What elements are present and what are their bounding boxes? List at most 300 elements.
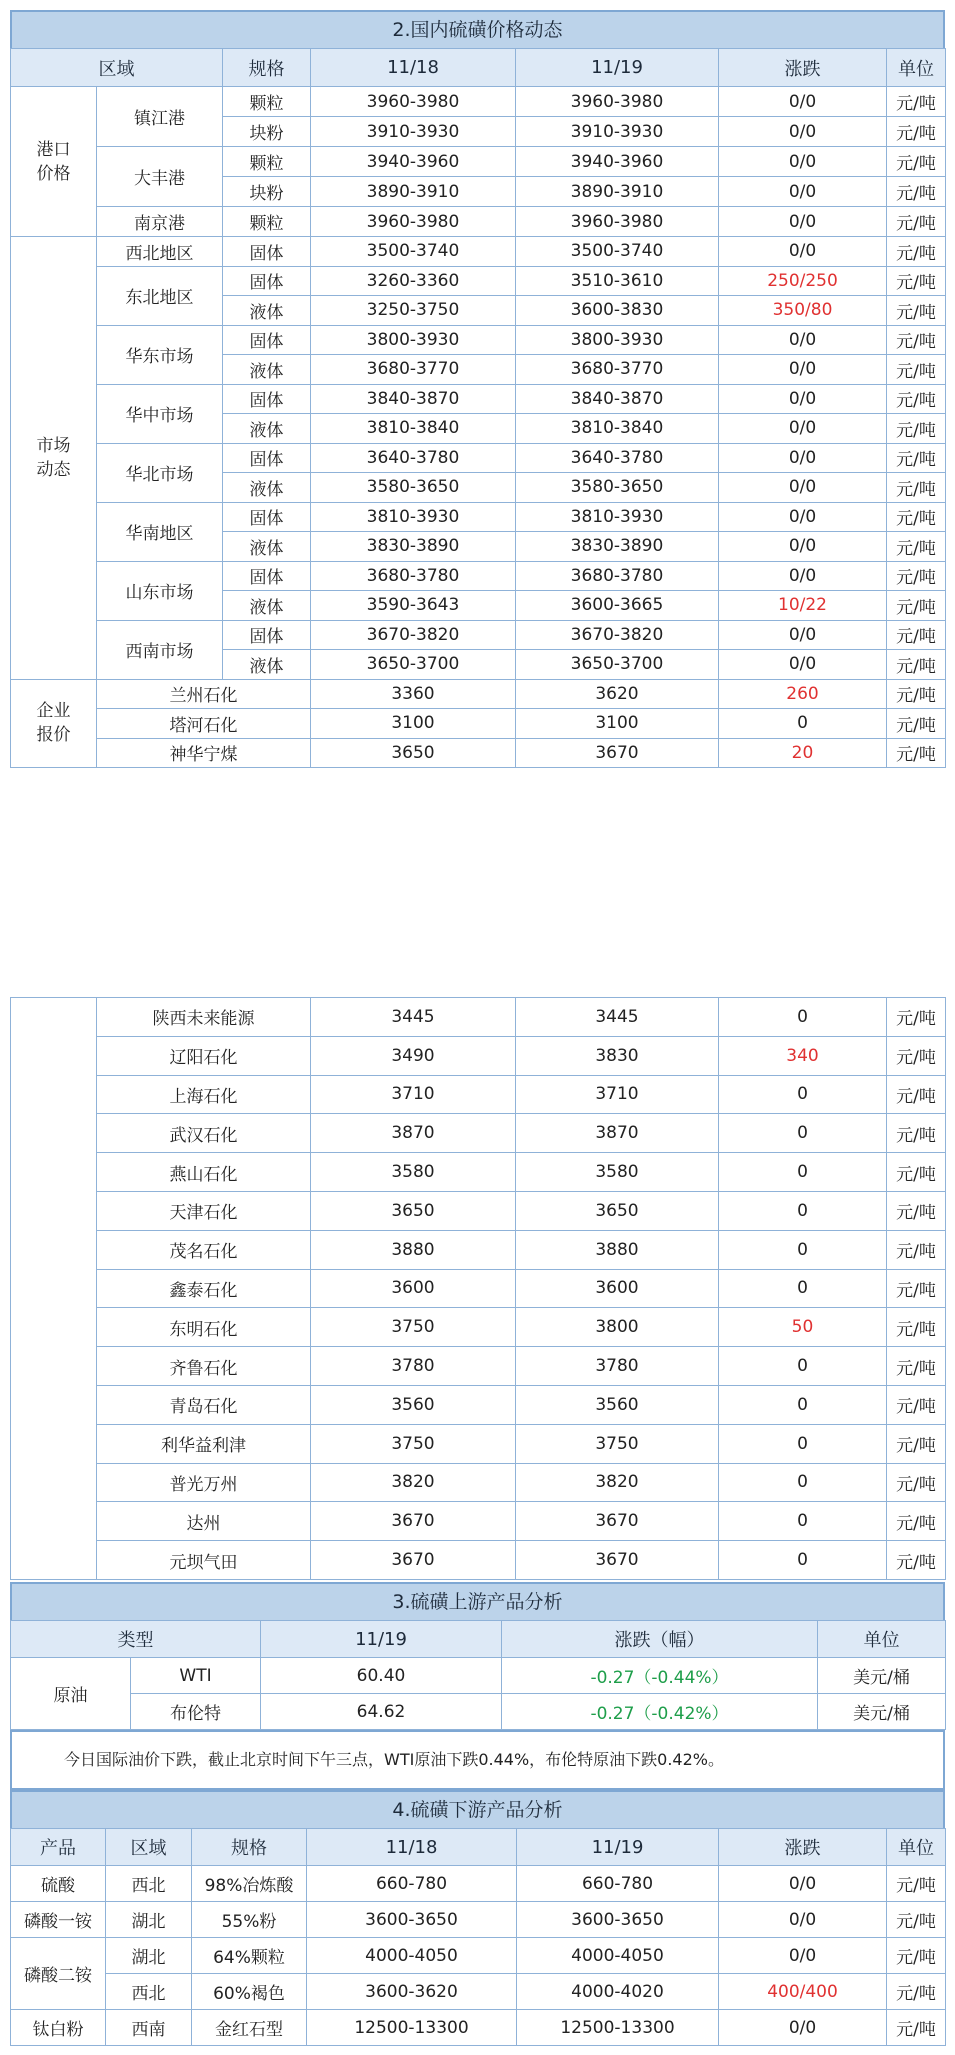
header-change-pct: 涨跌（幅） [502, 1621, 818, 1658]
table-row [11, 1385, 946, 1424]
price-1118-cell: 3650 [311, 1191, 516, 1230]
change-cell: 0 [719, 1463, 887, 1502]
price-1118-cell: 3600-3620 [307, 1974, 517, 2010]
table-row [11, 620, 946, 650]
group-label-port: 港口 价格 [11, 87, 97, 237]
section2-title: 2.国内硫磺价格动态 [10, 10, 945, 50]
enterprise-name: 元坝气田 [97, 1541, 311, 1580]
price-1119-cell: 3670 [516, 738, 719, 768]
unit-cell: 元/吨 [887, 355, 946, 385]
price-1118-cell: 3590-3643 [311, 591, 516, 621]
price-1118-cell: 3445 [311, 998, 516, 1037]
price-1119-cell: 3710 [516, 1075, 719, 1114]
unit-cell: 元/吨 [887, 738, 946, 768]
change-cell: 0 [719, 1230, 887, 1269]
change-cell: 400/400 [719, 1974, 887, 2010]
change-cell: 0/0 [719, 2010, 887, 2046]
table-row [11, 1191, 946, 1230]
change-cell: 0 [719, 1153, 887, 1192]
header-change: 涨跌 [719, 49, 887, 87]
price-1119-cell: 3500-3740 [516, 237, 719, 267]
change-cell: 0/0 [719, 325, 887, 355]
unit-cell: 元/吨 [887, 237, 946, 267]
market-name: 东北地区 [97, 266, 223, 325]
region-cell: 西北 [106, 1866, 192, 1902]
price-1118-cell: 3650-3700 [311, 650, 516, 680]
spec-cell: 固体 [223, 561, 311, 591]
header-region: 区域 [11, 49, 223, 87]
market-name: 华北市场 [97, 443, 223, 502]
unit-cell: 元/吨 [887, 561, 946, 591]
spec-cell: 液体 [223, 414, 311, 444]
unit-cell: 元/吨 [887, 1075, 946, 1114]
change-cell: 0 [719, 1191, 887, 1230]
price-1118-cell: 3820 [311, 1463, 516, 1502]
oil-price-note: 今日国际油价下跌，截止北京时间下午三点，WTI原油下跌0.44%，布伦特原油下跌0.42%。 [10, 1730, 945, 1790]
price-1118-cell: 3940-3960 [311, 147, 516, 177]
change-cell: 0/0 [719, 502, 887, 532]
price-1119-cell: 60.40 [261, 1658, 502, 1694]
table-row [11, 2010, 946, 2046]
table-row [11, 1308, 946, 1347]
price-1118-cell: 3710 [311, 1075, 516, 1114]
unit-cell: 元/吨 [887, 207, 946, 237]
change-cell: 0/0 [719, 207, 887, 237]
spec-cell: 固体 [223, 237, 311, 267]
price-1119-cell: 3510-3610 [516, 266, 719, 296]
spec-cell: 液体 [223, 532, 311, 562]
change-cell: 0/0 [719, 1902, 887, 1938]
price-1118-cell: 3560 [311, 1385, 516, 1424]
spec-cell: 液体 [223, 650, 311, 680]
unit-cell: 元/吨 [887, 1541, 946, 1580]
price-1119-cell: 64.62 [261, 1694, 502, 1730]
spec-cell: 64%颗粒 [192, 1938, 307, 1974]
price-1118-cell: 3780 [311, 1347, 516, 1386]
header-spec: 规格 [192, 1829, 307, 1866]
unit-cell: 元/吨 [887, 620, 946, 650]
unit-cell: 元/吨 [887, 1502, 946, 1541]
group-label-crude-oil: 原油 [11, 1658, 131, 1730]
unit-cell: 元/吨 [887, 998, 946, 1037]
price-1119-cell: 3580 [516, 1153, 719, 1192]
spec-cell: 固体 [223, 266, 311, 296]
table-row [11, 1114, 946, 1153]
price-1118-cell: 3360 [311, 679, 516, 709]
product-name: 磷酸一铵 [11, 1902, 106, 1938]
price-1119-cell: 3960-3980 [516, 87, 719, 117]
section2-table [10, 48, 946, 768]
unit-cell: 元/吨 [887, 296, 946, 326]
enterprise-name: 燕山石化 [97, 1153, 311, 1192]
price-1118-cell: 3960-3980 [311, 207, 516, 237]
price-1119-cell: 3445 [516, 998, 719, 1037]
price-1118-cell: 3910-3930 [311, 117, 516, 147]
price-1119-cell: 3640-3780 [516, 443, 719, 473]
header-change: 涨跌 [719, 1829, 887, 1866]
unit-cell: 元/吨 [887, 1269, 946, 1308]
price-1119-cell: 3890-3910 [516, 177, 719, 207]
enterprise-name: 鑫泰石化 [97, 1269, 311, 1308]
unit-cell: 元/吨 [887, 177, 946, 207]
price-1118-cell: 3580-3650 [311, 473, 516, 503]
price-1119-cell: 3620 [516, 679, 719, 709]
change-cell: 50 [719, 1308, 887, 1347]
header-spec: 规格 [223, 49, 311, 87]
price-1118-cell: 3750 [311, 1308, 516, 1347]
price-1119-cell: 3600-3650 [517, 1902, 719, 1938]
unit-cell: 元/吨 [887, 325, 946, 355]
enterprise-name: 茂名石化 [97, 1230, 311, 1269]
enterprise-name: 塔河石化 [97, 709, 311, 739]
table-row [11, 1230, 946, 1269]
unit-cell: 元/吨 [887, 532, 946, 562]
change-cell: -0.27（-0.42%） [502, 1694, 818, 1730]
table-row [11, 443, 946, 473]
enterprise-name: 天津石化 [97, 1191, 311, 1230]
price-1119-cell: 3910-3930 [516, 117, 719, 147]
table-row [11, 1866, 946, 1902]
change-cell: 0/0 [719, 87, 887, 117]
price-1118-cell: 3640-3780 [311, 443, 516, 473]
region-cell: 西北 [106, 1974, 192, 2010]
table-row [11, 1036, 946, 1075]
unit-cell: 元/吨 [887, 1191, 946, 1230]
table-row [11, 738, 946, 768]
price-1119-cell: 12500-13300 [517, 2010, 719, 2046]
table-row [11, 1658, 946, 1694]
price-1118-cell: 3880 [311, 1230, 516, 1269]
spec-cell: 块粉 [223, 117, 311, 147]
unit-cell: 美元/桶 [818, 1658, 946, 1694]
price-1119-cell: 3670 [516, 1541, 719, 1580]
change-cell: 10/22 [719, 591, 887, 621]
table-row [11, 147, 946, 177]
change-cell: 0 [719, 1114, 887, 1153]
change-cell: 0 [719, 1541, 887, 1580]
change-cell: 260 [719, 679, 887, 709]
header-date-1118: 11/18 [307, 1829, 517, 1866]
price-1119-cell: 3580-3650 [516, 473, 719, 503]
spec-cell: 固体 [223, 620, 311, 650]
section4-table [10, 1828, 946, 2046]
unit-cell: 元/吨 [887, 1938, 946, 1974]
price-1119-cell: 3780 [516, 1347, 719, 1386]
change-cell: 0 [719, 1502, 887, 1541]
header-date-1119: 11/19 [516, 49, 719, 87]
unit-cell: 元/吨 [887, 1974, 946, 2010]
enterprise-name: 辽阳石化 [97, 1036, 311, 1075]
change-cell: -0.27（-0.44%） [502, 1658, 818, 1694]
change-cell: 0 [719, 1424, 887, 1463]
price-1118-cell: 12500-13300 [307, 2010, 517, 2046]
spec-cell: 固体 [223, 443, 311, 473]
spec-cell: 块粉 [223, 177, 311, 207]
unit-cell: 元/吨 [887, 2010, 946, 2046]
change-cell: 0/0 [719, 237, 887, 267]
section3-title: 3.硫磺上游产品分析 [10, 1582, 945, 1622]
table-row [11, 1075, 946, 1114]
change-cell: 0 [719, 998, 887, 1037]
unit-cell: 元/吨 [887, 1385, 946, 1424]
price-1119-cell: 3960-3980 [516, 207, 719, 237]
section3-header-row [11, 1621, 946, 1658]
market-name: 西南市场 [97, 620, 223, 679]
section2-table-continued [10, 997, 946, 1580]
enterprise-name: 陕西未来能源 [97, 998, 311, 1037]
table-row [11, 384, 946, 414]
spec-cell: 固体 [223, 325, 311, 355]
table-row [11, 1502, 946, 1541]
price-1118-cell: 3100 [311, 709, 516, 739]
market-name: 西北地区 [97, 237, 223, 267]
unit-cell: 元/吨 [887, 384, 946, 414]
price-1119-cell: 3680-3780 [516, 561, 719, 591]
unit-cell: 元/吨 [887, 1866, 946, 1902]
spec-cell: 固体 [223, 502, 311, 532]
price-1119-cell: 3800 [516, 1308, 719, 1347]
spec-cell: 液体 [223, 473, 311, 503]
spec-cell: 颗粒 [223, 147, 311, 177]
header-unit: 单位 [818, 1621, 946, 1658]
price-1119-cell: 3870 [516, 1114, 719, 1153]
price-1118-cell: 3680-3770 [311, 355, 516, 385]
price-1119-cell: 3600-3830 [516, 296, 719, 326]
price-1118-cell: 3750 [311, 1424, 516, 1463]
section2-header-row [11, 49, 946, 87]
enterprise-name: 上海石化 [97, 1075, 311, 1114]
price-1119-cell: 3670-3820 [516, 620, 719, 650]
section4-header-row [11, 1829, 946, 1866]
unit-cell: 元/吨 [887, 1153, 946, 1192]
table-row [11, 1347, 946, 1386]
section3-table [10, 1620, 946, 1730]
enterprise-name: 东明石化 [97, 1308, 311, 1347]
table-row [11, 1938, 946, 1974]
group-label-enterprise: 企业 报价 [11, 679, 97, 768]
price-1119-cell: 3100 [516, 709, 719, 739]
spec-cell: 液体 [223, 296, 311, 326]
port-name: 大丰港 [97, 147, 223, 207]
price-1118-cell: 3810-3840 [311, 414, 516, 444]
table-row [11, 502, 946, 532]
price-1119-cell: 3600-3665 [516, 591, 719, 621]
price-1118-cell: 3840-3870 [311, 384, 516, 414]
change-cell: 0/0 [719, 177, 887, 207]
change-cell: 0/0 [719, 117, 887, 147]
price-1118-cell: 3670 [311, 1541, 516, 1580]
header-type: 类型 [11, 1621, 261, 1658]
spec-cell: 颗粒 [223, 87, 311, 117]
price-1118-cell: 3810-3930 [311, 502, 516, 532]
price-1119-cell: 3810-3930 [516, 502, 719, 532]
price-1118-cell: 3650 [311, 738, 516, 768]
price-1119-cell: 3940-3960 [516, 147, 719, 177]
spec-cell: 液体 [223, 591, 311, 621]
table-row [11, 1153, 946, 1192]
enterprise-name: 普光万州 [97, 1463, 311, 1502]
price-1119-cell: 3600 [516, 1269, 719, 1308]
unit-cell: 元/吨 [887, 502, 946, 532]
price-1118-cell: 3830-3890 [311, 532, 516, 562]
change-cell: 0/0 [719, 443, 887, 473]
table-row [11, 266, 946, 296]
change-cell: 0/0 [719, 532, 887, 562]
spec-cell: 固体 [223, 384, 311, 414]
change-cell: 350/80 [719, 296, 887, 326]
oil-name: WTI [131, 1658, 261, 1694]
change-cell: 0/0 [719, 620, 887, 650]
change-cell: 0/0 [719, 1938, 887, 1974]
price-1118-cell: 3680-3780 [311, 561, 516, 591]
change-cell: 0/0 [719, 561, 887, 591]
unit-cell: 元/吨 [887, 1902, 946, 1938]
oil-name: 布伦特 [131, 1694, 261, 1730]
price-1119-cell: 3800-3930 [516, 325, 719, 355]
table-row [11, 325, 946, 355]
change-cell: 0 [719, 1385, 887, 1424]
spec-cell: 液体 [223, 355, 311, 385]
change-cell: 0/0 [719, 1866, 887, 1902]
section4-title: 4.硫磺下游产品分析 [10, 1790, 945, 1830]
price-1119-cell: 3830-3890 [516, 532, 719, 562]
port-name: 南京港 [97, 207, 223, 237]
change-cell: 340 [719, 1036, 887, 1075]
price-1119-cell: 3840-3870 [516, 384, 719, 414]
change-cell: 250/250 [719, 266, 887, 296]
table-row [11, 998, 946, 1037]
price-1119-cell: 3820 [516, 1463, 719, 1502]
header-region: 区域 [106, 1829, 192, 1866]
enterprise-name: 兰州石化 [97, 679, 311, 709]
table-row [11, 207, 946, 237]
table-row [11, 1974, 946, 2010]
change-cell: 0/0 [719, 147, 887, 177]
market-name: 华南地区 [97, 502, 223, 561]
unit-cell: 美元/桶 [818, 1694, 946, 1730]
price-1118-cell: 660-780 [307, 1866, 517, 1902]
unit-cell: 元/吨 [887, 1308, 946, 1347]
header-date-1118: 11/18 [311, 49, 516, 87]
unit-cell: 元/吨 [887, 443, 946, 473]
price-1119-cell: 3680-3770 [516, 355, 719, 385]
change-cell: 0/0 [719, 414, 887, 444]
price-1119-cell: 3880 [516, 1230, 719, 1269]
price-1118-cell: 3490 [311, 1036, 516, 1075]
enterprise-name: 武汉石化 [97, 1114, 311, 1153]
port-name: 镇江港 [97, 87, 223, 147]
market-name: 华中市场 [97, 384, 223, 443]
enterprise-name: 达州 [97, 1502, 311, 1541]
header-date-1119: 11/19 [261, 1621, 502, 1658]
table-row [11, 87, 946, 117]
change-cell: 0/0 [719, 355, 887, 385]
price-1119-cell: 3670 [516, 1502, 719, 1541]
table-row [11, 1424, 946, 1463]
header-date-1119: 11/19 [517, 1829, 719, 1866]
price-1118-cell: 3260-3360 [311, 266, 516, 296]
price-1119-cell: 3830 [516, 1036, 719, 1075]
price-1118-cell: 3870 [311, 1114, 516, 1153]
price-1119-cell: 3650 [516, 1191, 719, 1230]
region-cell: 西南 [106, 2010, 192, 2046]
price-1118-cell: 3890-3910 [311, 177, 516, 207]
price-1119-cell: 3650-3700 [516, 650, 719, 680]
price-1118-cell: 3600-3650 [307, 1902, 517, 1938]
change-cell: 0 [719, 709, 887, 739]
unit-cell: 元/吨 [887, 147, 946, 177]
table-row [11, 709, 946, 739]
table-row [11, 561, 946, 591]
enterprise-name: 齐鲁石化 [97, 1347, 311, 1386]
price-1119-cell: 4000-4020 [517, 1974, 719, 2010]
unit-cell: 元/吨 [887, 1424, 946, 1463]
group-label-market: 市场 动态 [11, 237, 97, 680]
header-product: 产品 [11, 1829, 106, 1866]
unit-cell: 元/吨 [887, 87, 946, 117]
price-1119-cell: 660-780 [517, 1866, 719, 1902]
market-name: 华东市场 [97, 325, 223, 384]
product-name: 磷酸二铵 [11, 1938, 106, 2010]
change-cell: 0/0 [719, 650, 887, 680]
enterprise-name: 利华益利津 [97, 1424, 311, 1463]
table-row [11, 1269, 946, 1308]
unit-cell: 元/吨 [887, 1230, 946, 1269]
change-cell: 0/0 [719, 473, 887, 503]
enterprise-name: 神华宁煤 [97, 738, 311, 768]
table-row [11, 1541, 946, 1580]
price-1119-cell: 4000-4050 [517, 1938, 719, 1974]
price-1118-cell: 3250-3750 [311, 296, 516, 326]
product-name: 硫酸 [11, 1866, 106, 1902]
unit-cell: 元/吨 [887, 1036, 946, 1075]
price-1119-cell: 3560 [516, 1385, 719, 1424]
price-1118-cell: 4000-4050 [307, 1938, 517, 1974]
unit-cell: 元/吨 [887, 679, 946, 709]
change-cell: 0 [719, 1347, 887, 1386]
price-1118-cell: 3600 [311, 1269, 516, 1308]
header-unit: 单位 [887, 49, 946, 87]
spec-cell: 颗粒 [223, 207, 311, 237]
group-label-enterprise-continued [11, 998, 97, 1580]
region-cell: 湖北 [106, 1938, 192, 1974]
table-row [11, 679, 946, 709]
table-row [11, 1694, 946, 1730]
region-cell: 湖北 [106, 1902, 192, 1938]
market-name: 山东市场 [97, 561, 223, 620]
product-name: 钛白粉 [11, 2010, 106, 2046]
unit-cell: 元/吨 [887, 117, 946, 147]
unit-cell: 元/吨 [887, 1347, 946, 1386]
unit-cell: 元/吨 [887, 1114, 946, 1153]
change-cell: 0 [719, 1269, 887, 1308]
unit-cell: 元/吨 [887, 473, 946, 503]
change-cell: 0 [719, 1075, 887, 1114]
price-1118-cell: 3800-3930 [311, 325, 516, 355]
price-1119-cell: 3750 [516, 1424, 719, 1463]
price-1119-cell: 3810-3840 [516, 414, 719, 444]
spec-cell: 55%粉 [192, 1902, 307, 1938]
spec-cell: 金红石型 [192, 2010, 307, 2046]
price-1118-cell: 3670-3820 [311, 620, 516, 650]
spec-cell: 60%褐色 [192, 1974, 307, 2010]
unit-cell: 元/吨 [887, 414, 946, 444]
unit-cell: 元/吨 [887, 591, 946, 621]
unit-cell: 元/吨 [887, 1463, 946, 1502]
change-cell: 20 [719, 738, 887, 768]
price-1118-cell: 3580 [311, 1153, 516, 1192]
unit-cell: 元/吨 [887, 266, 946, 296]
